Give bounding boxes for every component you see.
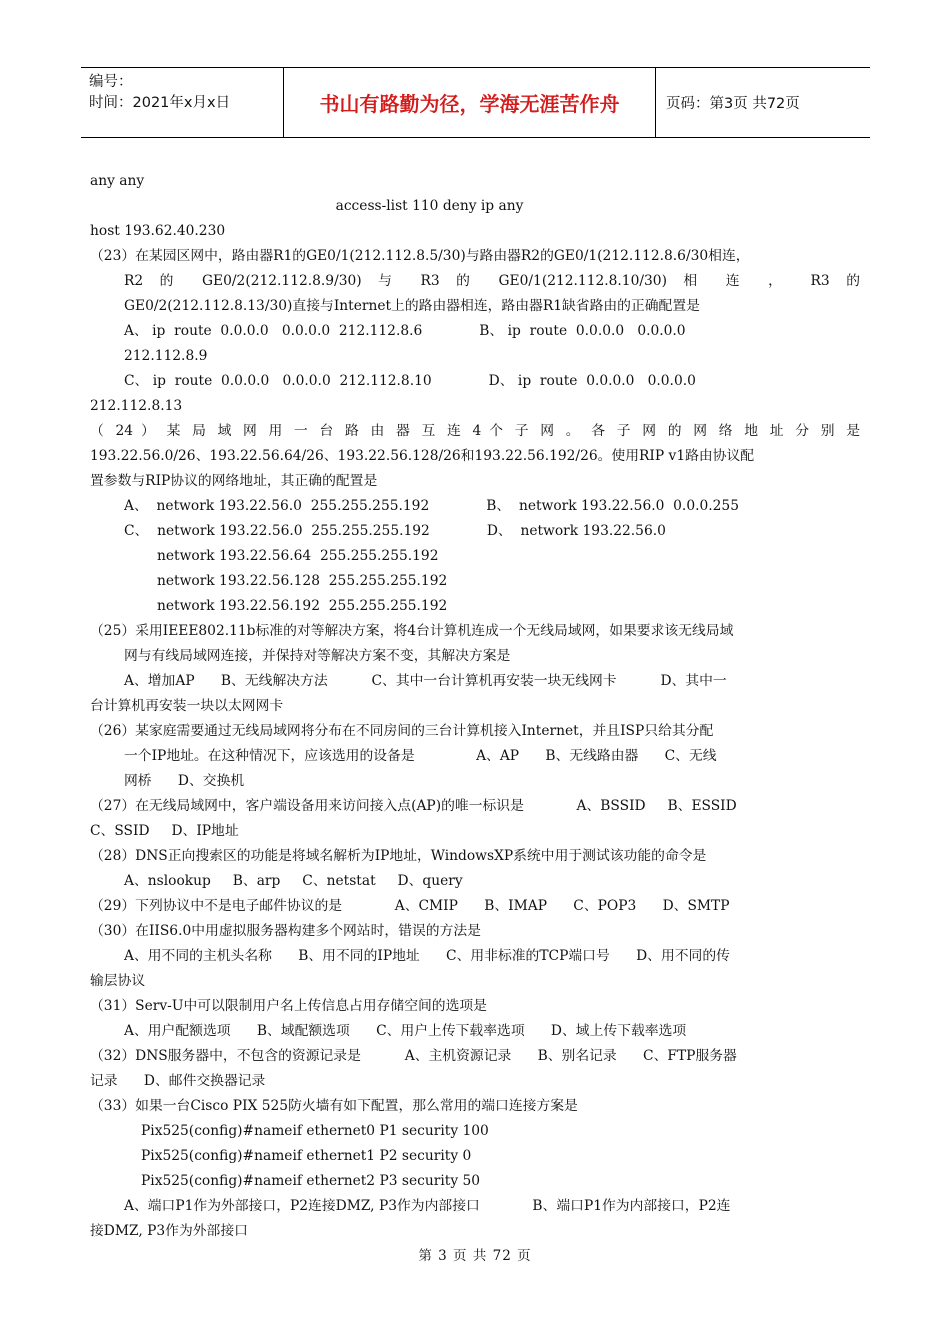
document-body <box>90 169 860 1244</box>
text-line: GE0/2(212.112.8.13/30)直接与Internet上的路由器相连，路由器R1缺省路由的正确配置是 <box>124 298 700 314</box>
header-meta <box>81 68 284 137</box>
text-line: （26）某家庭需要通过无线局域网将分布在不同房间的三台计算机接入Internet，并且ISP只给其分配 <box>90 723 714 739</box>
text-line: （30）在IIS6.0中用虚拟服务器构建多个网站时，错误的方法是 <box>90 923 481 939</box>
page-header <box>81 67 870 138</box>
text-line: network 193.22.56.128 255.255.255.192 <box>157 573 448 589</box>
text-line: （25）采用IEEE802.11b标准的对等解决方案，将4台计算机连成一个无线局域网，如果要求该无线局域 <box>90 623 734 639</box>
text-line: Pix525(config)#nameif ethernet0 P1 security 100 <box>141 1123 489 1139</box>
text-line: C、 ip route 0.0.0.0 0.0.0.0 212.112.8.10 D、 ip route 0.0.0.0 0.0.0.0 <box>124 373 696 389</box>
text-line: （28）DNS正向搜索区的功能是将域名解析为IP地址，WindowsXP系统中用于测试该功能的命令是 <box>90 848 707 864</box>
text-line: A、用户配额选项 B、域配额选项 C、用户上传下载率选项 D、域上传下载率选项 <box>124 1023 687 1039</box>
text-line: A、端口P1作为外部接口，P2连接DMZ, P3作为内部接口 B、端口P1作为内部接口，P2连 <box>124 1198 731 1214</box>
text-line: C、SSID D、IP地址 <box>90 823 239 839</box>
text-line: 台计算机再安装一块以太网网卡 <box>90 698 284 714</box>
text-line: Pix525(config)#nameif ethernet1 P2 security 0 <box>141 1148 472 1164</box>
text-line: host 193.62.40.230 <box>90 223 226 239</box>
text-line: 输层协议 <box>90 973 146 989</box>
text-line: A、 network 193.22.56.0 255.255.255.192 B、 network 193.22.56.0 0.0.0.255 <box>124 498 739 514</box>
header-motto: 书山有路勤为径，学海无涯苦作舟 <box>284 68 656 137</box>
number-label: 编号： <box>89 74 133 90</box>
page-number-footer: 第 3 页 共 72 页 <box>418 1248 532 1264</box>
text-line: A、增加AP B、无线解决方法 C、其中一台计算机再安装一块无线网卡 D、其中一 <box>124 673 727 689</box>
text-line: 193.22.56.0/26、193.22.56.64/26、193.22.56.128/26和193.22.56.192/26。使用RIP v1路由协议配 <box>90 448 755 464</box>
text-line: 一个IP地址。在这种情况下，应该选用的设备是 A、AP B、无线路由器 C、无线 <box>124 748 717 764</box>
text-line: 接DMZ, P3作为外部接口 <box>90 1223 248 1239</box>
text-line: network 193.22.56.192 255.255.255.192 <box>157 598 448 614</box>
text-line: 212.112.8.13 <box>90 398 183 414</box>
text-line: （31）Serv-U中可以限制用户名上传信息占用存储空间的选项是 <box>90 998 487 1014</box>
text-line: （ 24 ） 某 局 域 网 用 一 台 路 由 器 互 连 4 个 子 网 。 各 子 网 的 网 络 地 址 分 别 是 <box>90 423 860 439</box>
text-line: （33）如果一台Cisco PIX 525防火墙有如下配置，那么常用的端口连接方案是 <box>90 1098 578 1114</box>
text-line: access-list 110 deny ip any <box>90 198 524 214</box>
text-line: A、nslookup B、arp C、netstat D、query <box>124 873 463 889</box>
text-line: R2 的 GE0/2(212.112.8.9/30) 与 R3 的 GE0/1(212.112.8.10/30) 相 连 ， R3 的 <box>124 273 860 289</box>
text-line: C、 network 193.22.56.0 255.255.255.192 D、 network 193.22.56.0 <box>124 523 666 539</box>
text-line: network 193.22.56.64 255.255.255.192 <box>157 548 439 564</box>
text-line: （32）DNS服务器中，不包含的资源记录是 A、主机资源记录 B、别名记录 C、FTP服务器 <box>90 1048 737 1064</box>
text-line: A、 ip route 0.0.0.0 0.0.0.0 212.112.8.6 B、 ip route 0.0.0.0 0.0.0.0 <box>124 323 686 339</box>
text-line: （29）下列协议中不是电子邮件协议的是 A、CMIP B、IMAP C、POP3 D、SMTP <box>90 898 730 914</box>
text-line: 212.112.8.9 <box>124 348 208 364</box>
text-line: （27）在无线局域网中，客户端设备用来访问接入点(AP)的唯一标识是 A、BSSID B、ESSID <box>90 798 737 814</box>
text-line: any any <box>90 173 145 189</box>
header-page-info: 页码：第3页 共72页 <box>666 96 800 112</box>
text-line: 网与有线局域网连接，并保持对等解决方案不变，其解决方案是 <box>124 648 511 664</box>
text-line: （23）在某园区网中，路由器R1的GE0/1(212.112.8.5/30)与路由器R2的GE0/1(212.112.8.6/30相连， <box>90 248 750 264</box>
text-line: 置参数与RIP协议的网络地址，其正确的配置是 <box>90 473 378 489</box>
text-line: Pix525(config)#nameif ethernet2 P3 security 50 <box>141 1173 481 1189</box>
text-line: 记录 D、邮件交换器记录 <box>90 1073 266 1089</box>
text-line: A、用不同的主机头名称 B、用不同的IP地址 C、用非标准的TCP端口号 D、用不同的传 <box>124 948 730 964</box>
text-line: 网桥 D、交换机 <box>124 773 245 789</box>
date-label: 时间：2021年x月x日 <box>89 95 231 111</box>
